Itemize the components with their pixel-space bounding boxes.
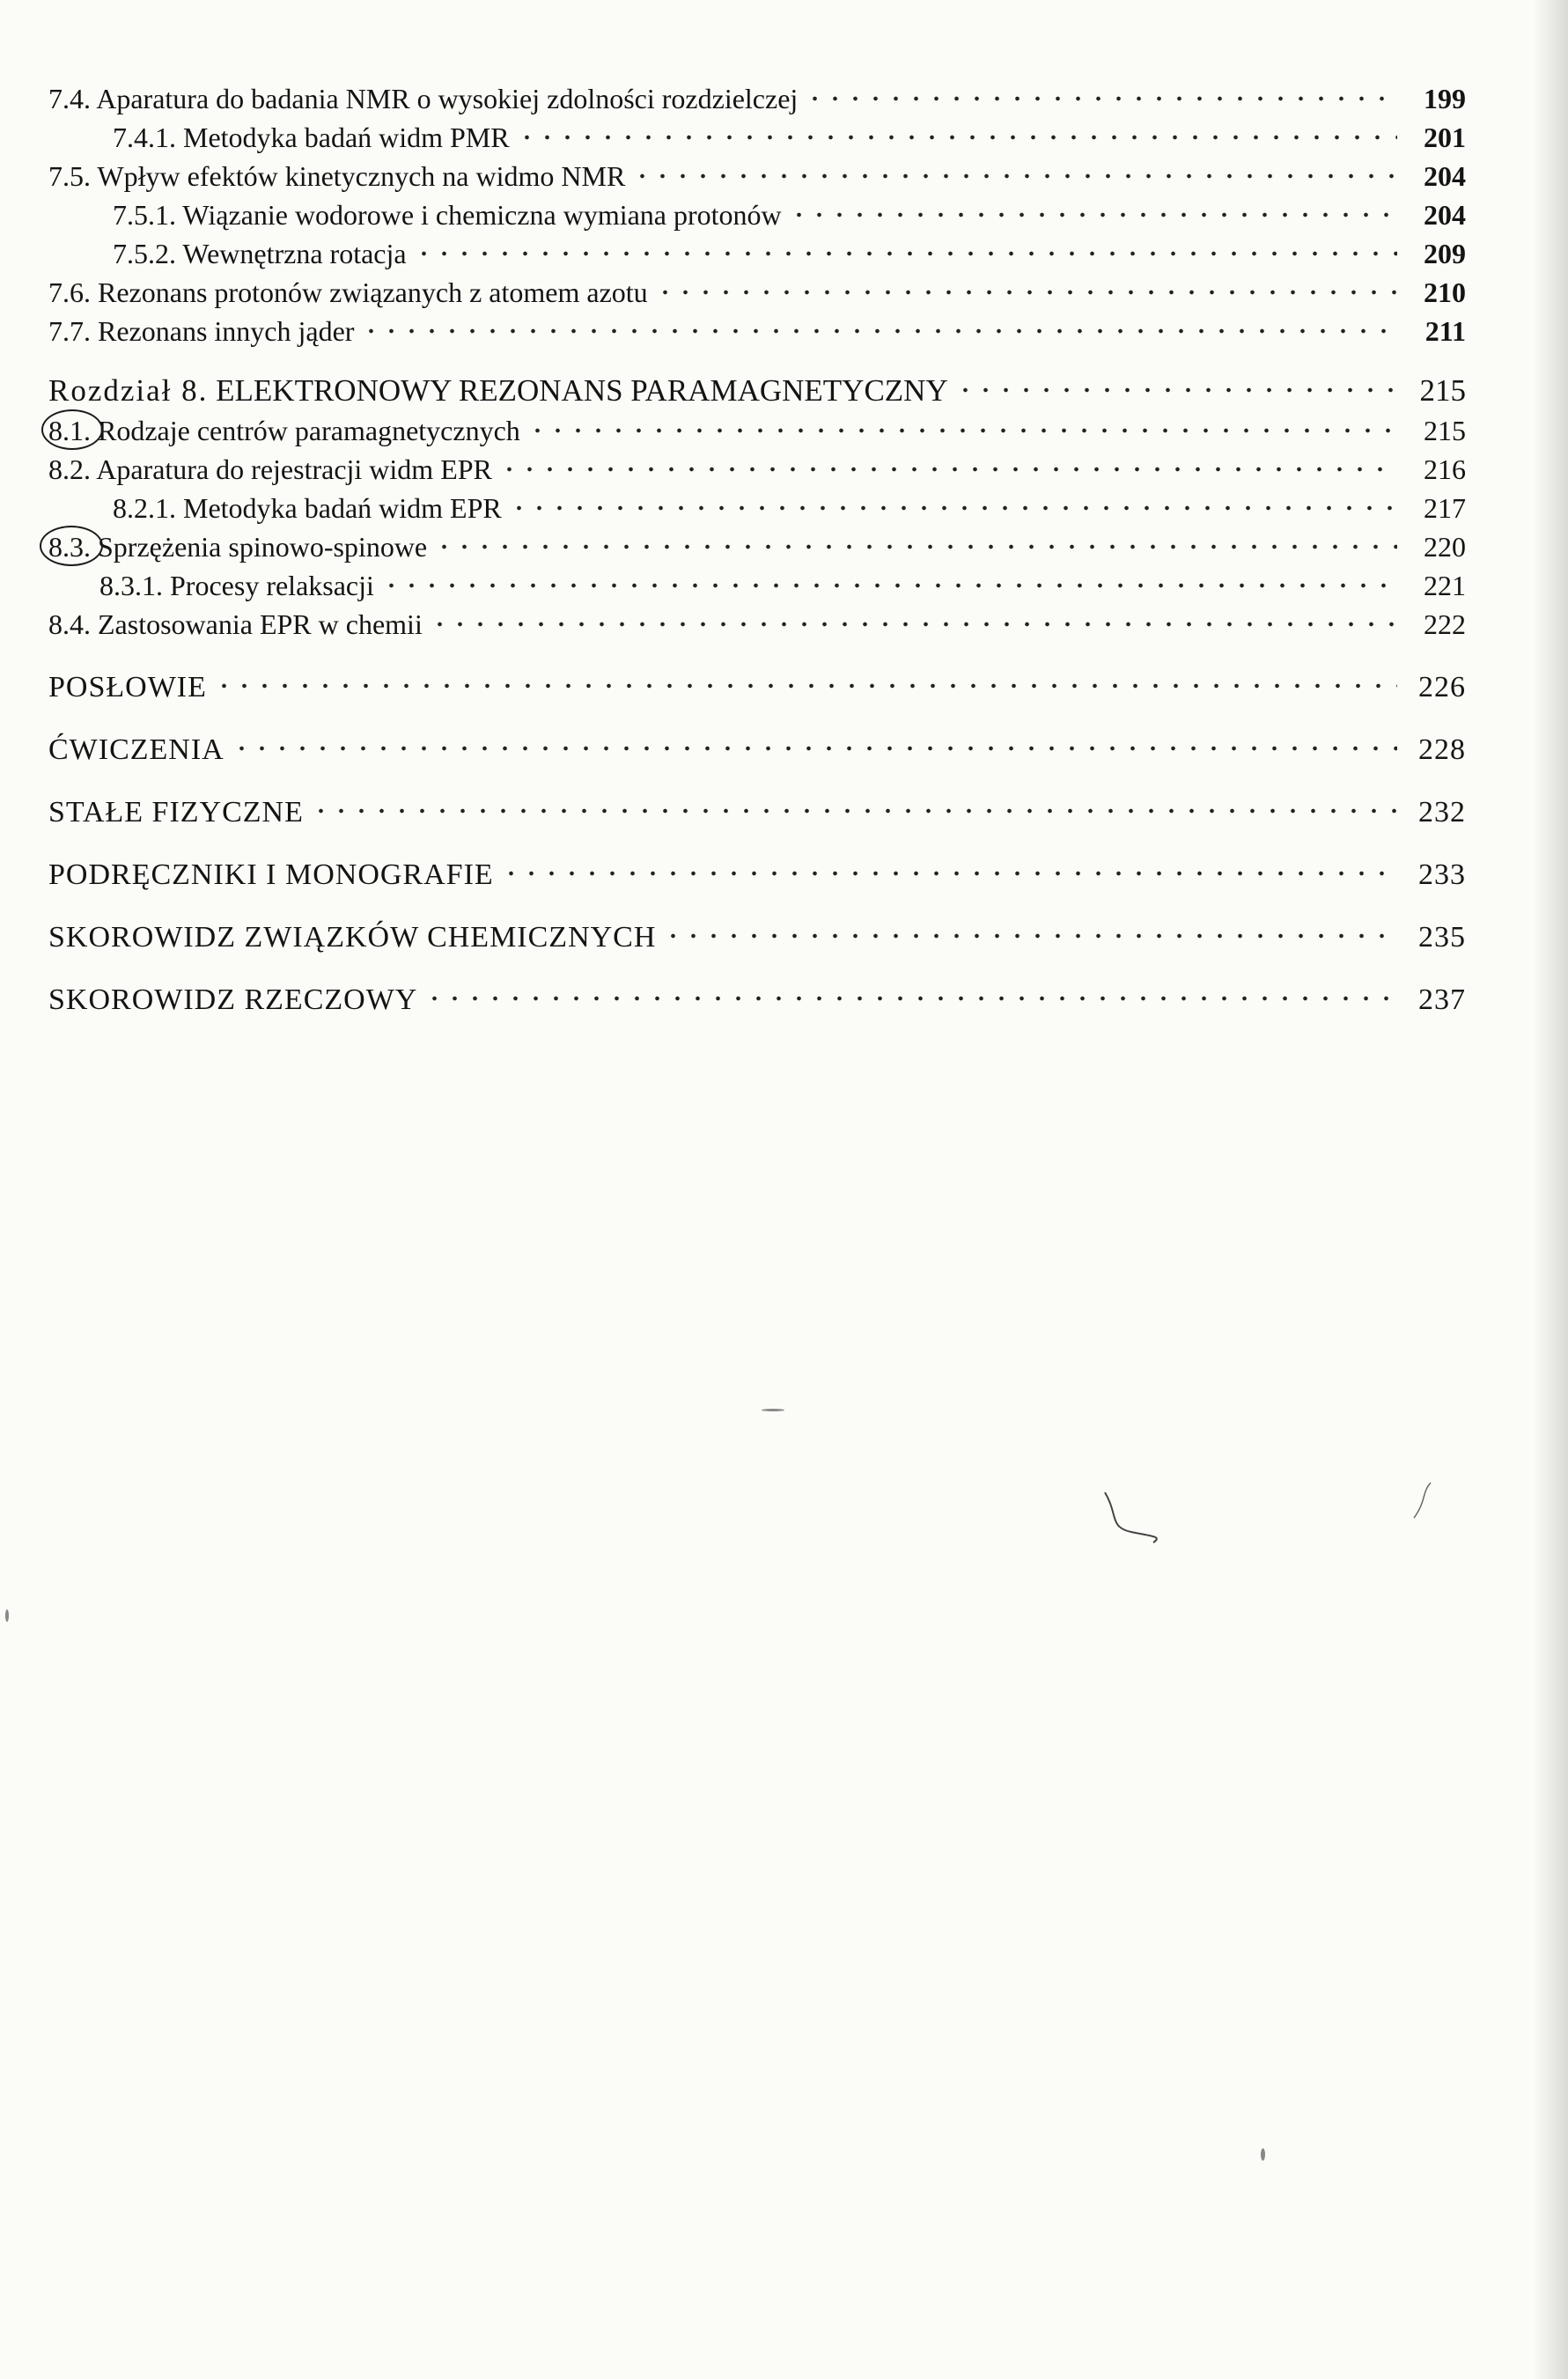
dot-leader	[311, 792, 1397, 821]
entry-page: 201	[1424, 122, 1466, 153]
entry-page: 199	[1424, 83, 1466, 114]
section-title: SKOROWIDZ ZWIĄZKÓW CHEMICZNYCH	[48, 921, 657, 954]
dot-leader	[517, 119, 1397, 147]
entry-number: 7.4.	[48, 83, 91, 114]
dot-leader	[430, 606, 1397, 634]
toc-entry	[48, 411, 1466, 450]
entry-page: 209	[1424, 238, 1466, 269]
toc-section	[48, 854, 1466, 895]
dot-leader	[632, 158, 1397, 186]
section-title: STAŁE FIZYCZNE	[48, 796, 304, 829]
toc-section	[48, 917, 1466, 958]
toc-entry	[48, 234, 1466, 273]
section-page: 232	[1418, 796, 1466, 829]
chapter-label: Rozdział 8.	[48, 373, 209, 408]
dot-leader	[509, 490, 1397, 518]
toc-entry	[48, 450, 1466, 489]
entry-number: 7.4.1.	[113, 122, 176, 153]
toc-entry	[48, 195, 1466, 234]
entry-page: 215	[1424, 415, 1466, 446]
entry-page: 220	[1424, 531, 1466, 563]
toc-entry	[48, 118, 1466, 157]
entry-page: 221	[1424, 570, 1466, 601]
page-edge-shadow	[1533, 0, 1568, 2379]
toc-entry	[48, 312, 1466, 350]
entry-title: Metodyka badań widm PMR	[176, 122, 510, 153]
entry-number: 7.5.2.	[113, 238, 176, 269]
entry-number: 8.2.	[48, 453, 91, 485]
dot-leader	[214, 667, 1397, 696]
entry-page: 204	[1424, 160, 1466, 192]
entry-page: 211	[1424, 315, 1466, 347]
toc-section	[48, 667, 1466, 708]
dot-leader	[424, 979, 1397, 1009]
entry-page: 204	[1424, 199, 1466, 231]
toc-entry	[48, 273, 1466, 312]
entry-page: 222	[1424, 608, 1466, 640]
section-title: ĆWICZENIA	[48, 733, 225, 766]
dot-leader	[381, 567, 1397, 595]
entry-title: Wiązanie wodorowe i chemiczna wymiana protonów	[176, 199, 782, 231]
scan-speck	[1261, 2148, 1265, 2161]
toc-section	[48, 729, 1466, 770]
dot-leader	[434, 528, 1397, 556]
chapter-title: ELEKTRONOWY REZONANS PARAMAGNETYCZNY	[208, 373, 948, 408]
entry-title: Wewnętrzna rotacja	[176, 238, 407, 269]
dot-leader	[232, 729, 1397, 759]
entry-number: 7.6.	[48, 276, 91, 308]
toc-section	[48, 979, 1466, 1020]
dot-leader	[527, 412, 1397, 440]
entry-page: 216	[1424, 453, 1466, 485]
entry-title: Aparatura do rejestracji widm EPR	[91, 453, 492, 485]
section-title: PODRĘCZNIKI I MONOGRAFIE	[48, 858, 494, 891]
entry-title: Wpływ efektów kinetycznych na widmo NMR	[91, 160, 626, 192]
entry-number: 7.5.	[48, 160, 91, 192]
pencil-mark-icon	[1409, 1479, 1435, 1523]
section-title: POSŁOWIE	[48, 671, 207, 703]
toc-entry	[48, 489, 1466, 527]
entry-title: Rezonans protonów związanych z atomem azotu	[91, 276, 648, 308]
entry-number: 8.4.	[48, 608, 91, 640]
section-title: SKOROWIDZ RZECZOWY	[48, 983, 418, 1016]
entry-title: Rodzaje centrów paramagnetycznych	[91, 415, 520, 446]
entry-number: 8.2.1.	[113, 492, 176, 524]
dot-leader	[361, 313, 1397, 341]
toc-entry	[48, 605, 1466, 644]
pencil-stroke-icon	[1101, 1488, 1171, 1550]
scan-speck	[5, 1609, 9, 1622]
dot-leader	[501, 854, 1397, 884]
dot-leader	[499, 451, 1397, 479]
table-of-contents	[48, 79, 1466, 1020]
dot-leader	[414, 235, 1397, 263]
entry-title: Procesy relaksacji	[163, 570, 374, 601]
dot-leader	[789, 196, 1397, 225]
section-page: 237	[1418, 983, 1466, 1016]
scan-speck	[762, 1409, 784, 1411]
toc-entry	[48, 157, 1466, 195]
entry-title: Aparatura do badania NMR o wysokiej zdolności rozdzielczej	[91, 83, 799, 114]
chapter-heading	[48, 370, 1466, 411]
section-page: 233	[1418, 858, 1466, 891]
dot-leader	[805, 80, 1397, 108]
entry-title: Sprzężenia spinowo-spinowe	[91, 531, 428, 563]
entry-number: 7.5.1.	[113, 199, 176, 231]
section-page: 226	[1418, 671, 1466, 703]
toc-entry	[48, 79, 1466, 118]
chapter-page: 215	[1419, 373, 1466, 408]
entry-title: Zastosowania EPR w chemii	[91, 608, 423, 640]
entry-page: 217	[1424, 492, 1466, 524]
dot-leader	[955, 370, 1397, 401]
section-page: 235	[1418, 921, 1466, 954]
entry-page: 210	[1424, 276, 1466, 308]
toc-entry	[48, 566, 1466, 605]
entry-number: 8.3.1.	[99, 570, 163, 601]
toc-section	[48, 792, 1466, 833]
entry-title: Rezonans innych jąder	[91, 315, 355, 347]
dot-leader	[663, 917, 1397, 946]
entry-title: Metodyka badań widm EPR	[176, 492, 502, 524]
toc-entry	[48, 527, 1466, 566]
entry-number: 7.7.	[48, 315, 91, 347]
entry-number: 8.1.	[48, 415, 91, 446]
section-page: 228	[1418, 733, 1466, 766]
dot-leader	[655, 274, 1397, 302]
entry-number: 8.3.	[48, 531, 91, 563]
